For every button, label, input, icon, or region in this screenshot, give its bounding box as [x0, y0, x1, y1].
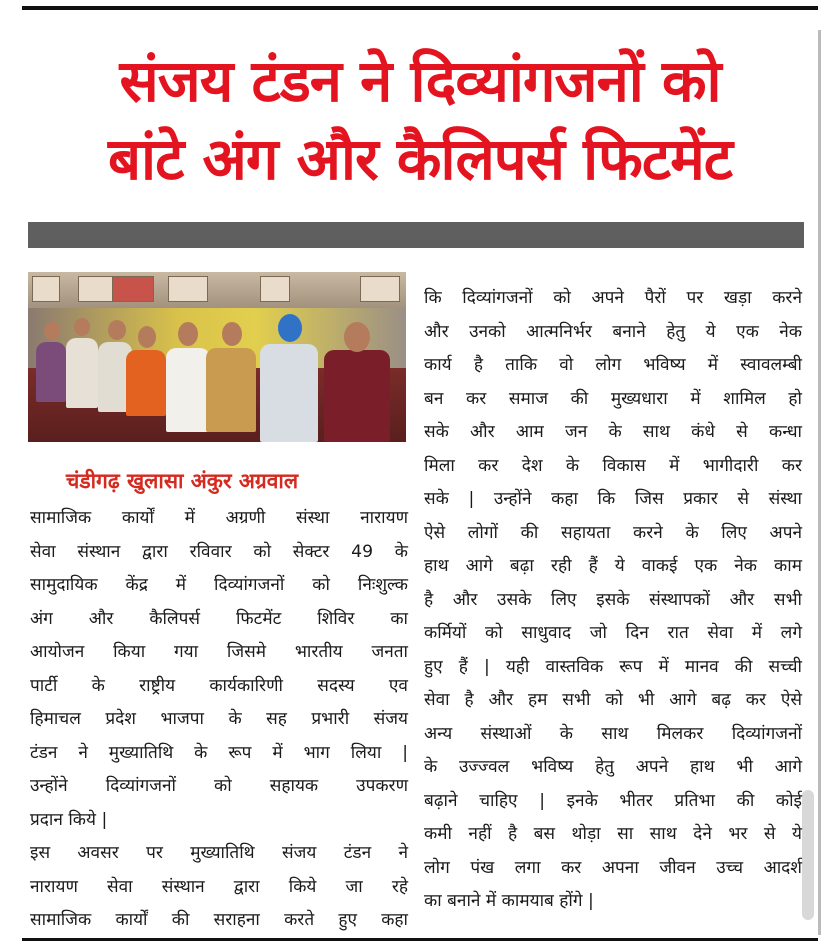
article-column-left: [30, 502, 408, 938]
article-line: और उनको आत्मनिर्भर बनाने हेतु ये एक नेक: [424, 321, 802, 342]
article-line: हाथ आगे बढ़ा रही हैं ये वाकई एक नेक काम: [424, 556, 802, 576]
photo-person: [126, 350, 166, 416]
article-line: हुए हैं | यही वास्तविक रूप में मानव की सच्ची: [424, 656, 802, 677]
article-line: बढ़ाने चाहिए | इनके भीतर प्रतिभा की कोई: [424, 790, 802, 811]
article-line: लोग पंख लगा कर अपना जीवन उच्च आदर्श: [424, 857, 802, 878]
article-line: प्रदान किये |: [30, 809, 108, 830]
article-line: सामाजिक कार्यों की सराहना करते हुए कहा: [30, 910, 408, 930]
photo-banner: [112, 276, 154, 302]
event-photo: [28, 272, 406, 442]
article-line: कर्मियों को साधुवाद जो दिन रात सेवा में लगे: [424, 623, 802, 643]
page-edge: [818, 30, 821, 935]
article-line: है और उसके लिए इसके संस्थापकों और सभी: [424, 589, 802, 610]
article-line: सेवा संस्थान द्वारा रविवार को सेक्टर 49 के: [30, 541, 408, 562]
article-line: ऐसे लोगों की सहायता करने के लिए अपने: [424, 522, 802, 543]
article-line: कमी नहीं है बस थोड़ा सा साथ देने भर से ये: [424, 824, 802, 844]
article-line: टंडन ने मुख्यातिथि के रूप में भाग लिया |: [30, 742, 408, 763]
article-line: के उज्ज्वल भविष्य हेतु अपने हाथ भी आगे: [424, 757, 802, 777]
article-line: उन्होंने दिव्यांगजनों को सहायक उपकरण: [30, 776, 408, 796]
article-line: सेवा है और हम सभी को भी आगे बढ़ कर ऐसे: [424, 690, 802, 710]
photo-banner: [260, 276, 290, 302]
photo-person: [206, 348, 256, 432]
divider-bar: [28, 222, 804, 248]
article-line: कार्य है ताकि वो लोग भविष्य में स्वावलम्बी: [424, 355, 802, 375]
article-line: सके | उन्होंने कहा कि जिस प्रकार से संस्था: [424, 489, 802, 509]
photo-person: [324, 350, 390, 442]
headline-line-1: संजय टंडन ने दिव्यांगजनों को: [119, 47, 721, 115]
article-line: पार्टी के राष्ट्रीय कार्यकारिणी सदस्य एव: [30, 675, 408, 696]
photo-head: [138, 326, 156, 348]
photo-person: [66, 338, 98, 408]
photo-banner: [32, 276, 60, 302]
photo-banner: [360, 276, 400, 302]
photo-head: [278, 314, 302, 342]
top-rule: [22, 6, 818, 10]
article-line: का बनाने में कामयाब होंगे |: [424, 891, 594, 911]
photo-head: [108, 320, 126, 340]
photo-person: [166, 348, 210, 432]
article-line: मिला कर देश के विकास में भागीदारी कर: [424, 455, 802, 476]
photo-head: [44, 322, 60, 340]
article-column-right: [424, 282, 802, 919]
photo-head: [344, 322, 370, 352]
photo-head: [222, 322, 242, 346]
article-line: बन कर समाज की मुख्यधारा में शामिल हो: [424, 388, 802, 409]
byline: चंडीगढ़ खुलासा अंकुर अग्रवाल: [66, 469, 299, 493]
photo-head: [74, 318, 90, 336]
article-line: नारायण सेवा संस्थान द्वारा किये जा रहे: [30, 876, 408, 897]
article-line: हिमाचल प्रदेश भाजपा के सह प्रभारी संजय: [30, 709, 408, 729]
photo-person: [260, 344, 318, 442]
article-line: अंग और कैलिपर्स फिटमेंट शिविर का: [30, 608, 408, 629]
photo-person: [36, 342, 66, 402]
article-line: सके और आम जन के साथ कंधे से कन्धा: [424, 422, 802, 442]
photo-banner: [168, 276, 208, 302]
article-line: सामाजिक कार्यों में अग्रणी संस्था नारायण: [30, 508, 408, 528]
article-line: इस अवसर पर मुख्यातिथि संजय टंडन ने: [30, 843, 408, 863]
headline-line-2: बांटे अंग और कैलिपर्स फिटमेंट: [107, 125, 733, 193]
scrollbar-thumb[interactable]: [802, 790, 814, 920]
article-line: आयोजन किया गया जिसमे भारतीय जनता: [30, 642, 408, 662]
bottom-rule: [22, 938, 818, 941]
article-line: अन्य संस्थाओं के साथ मिलकर दिव्यांगजनों: [424, 723, 802, 744]
article-line: सामुदायिक केंद्र में दिव्यांगजनों को निःशुल्क: [30, 575, 408, 595]
photo-head: [178, 322, 198, 346]
headline: [22, 42, 818, 198]
article-line: कि दिव्यांगजनों को अपने पैरों पर खड़ा करने: [424, 288, 802, 308]
